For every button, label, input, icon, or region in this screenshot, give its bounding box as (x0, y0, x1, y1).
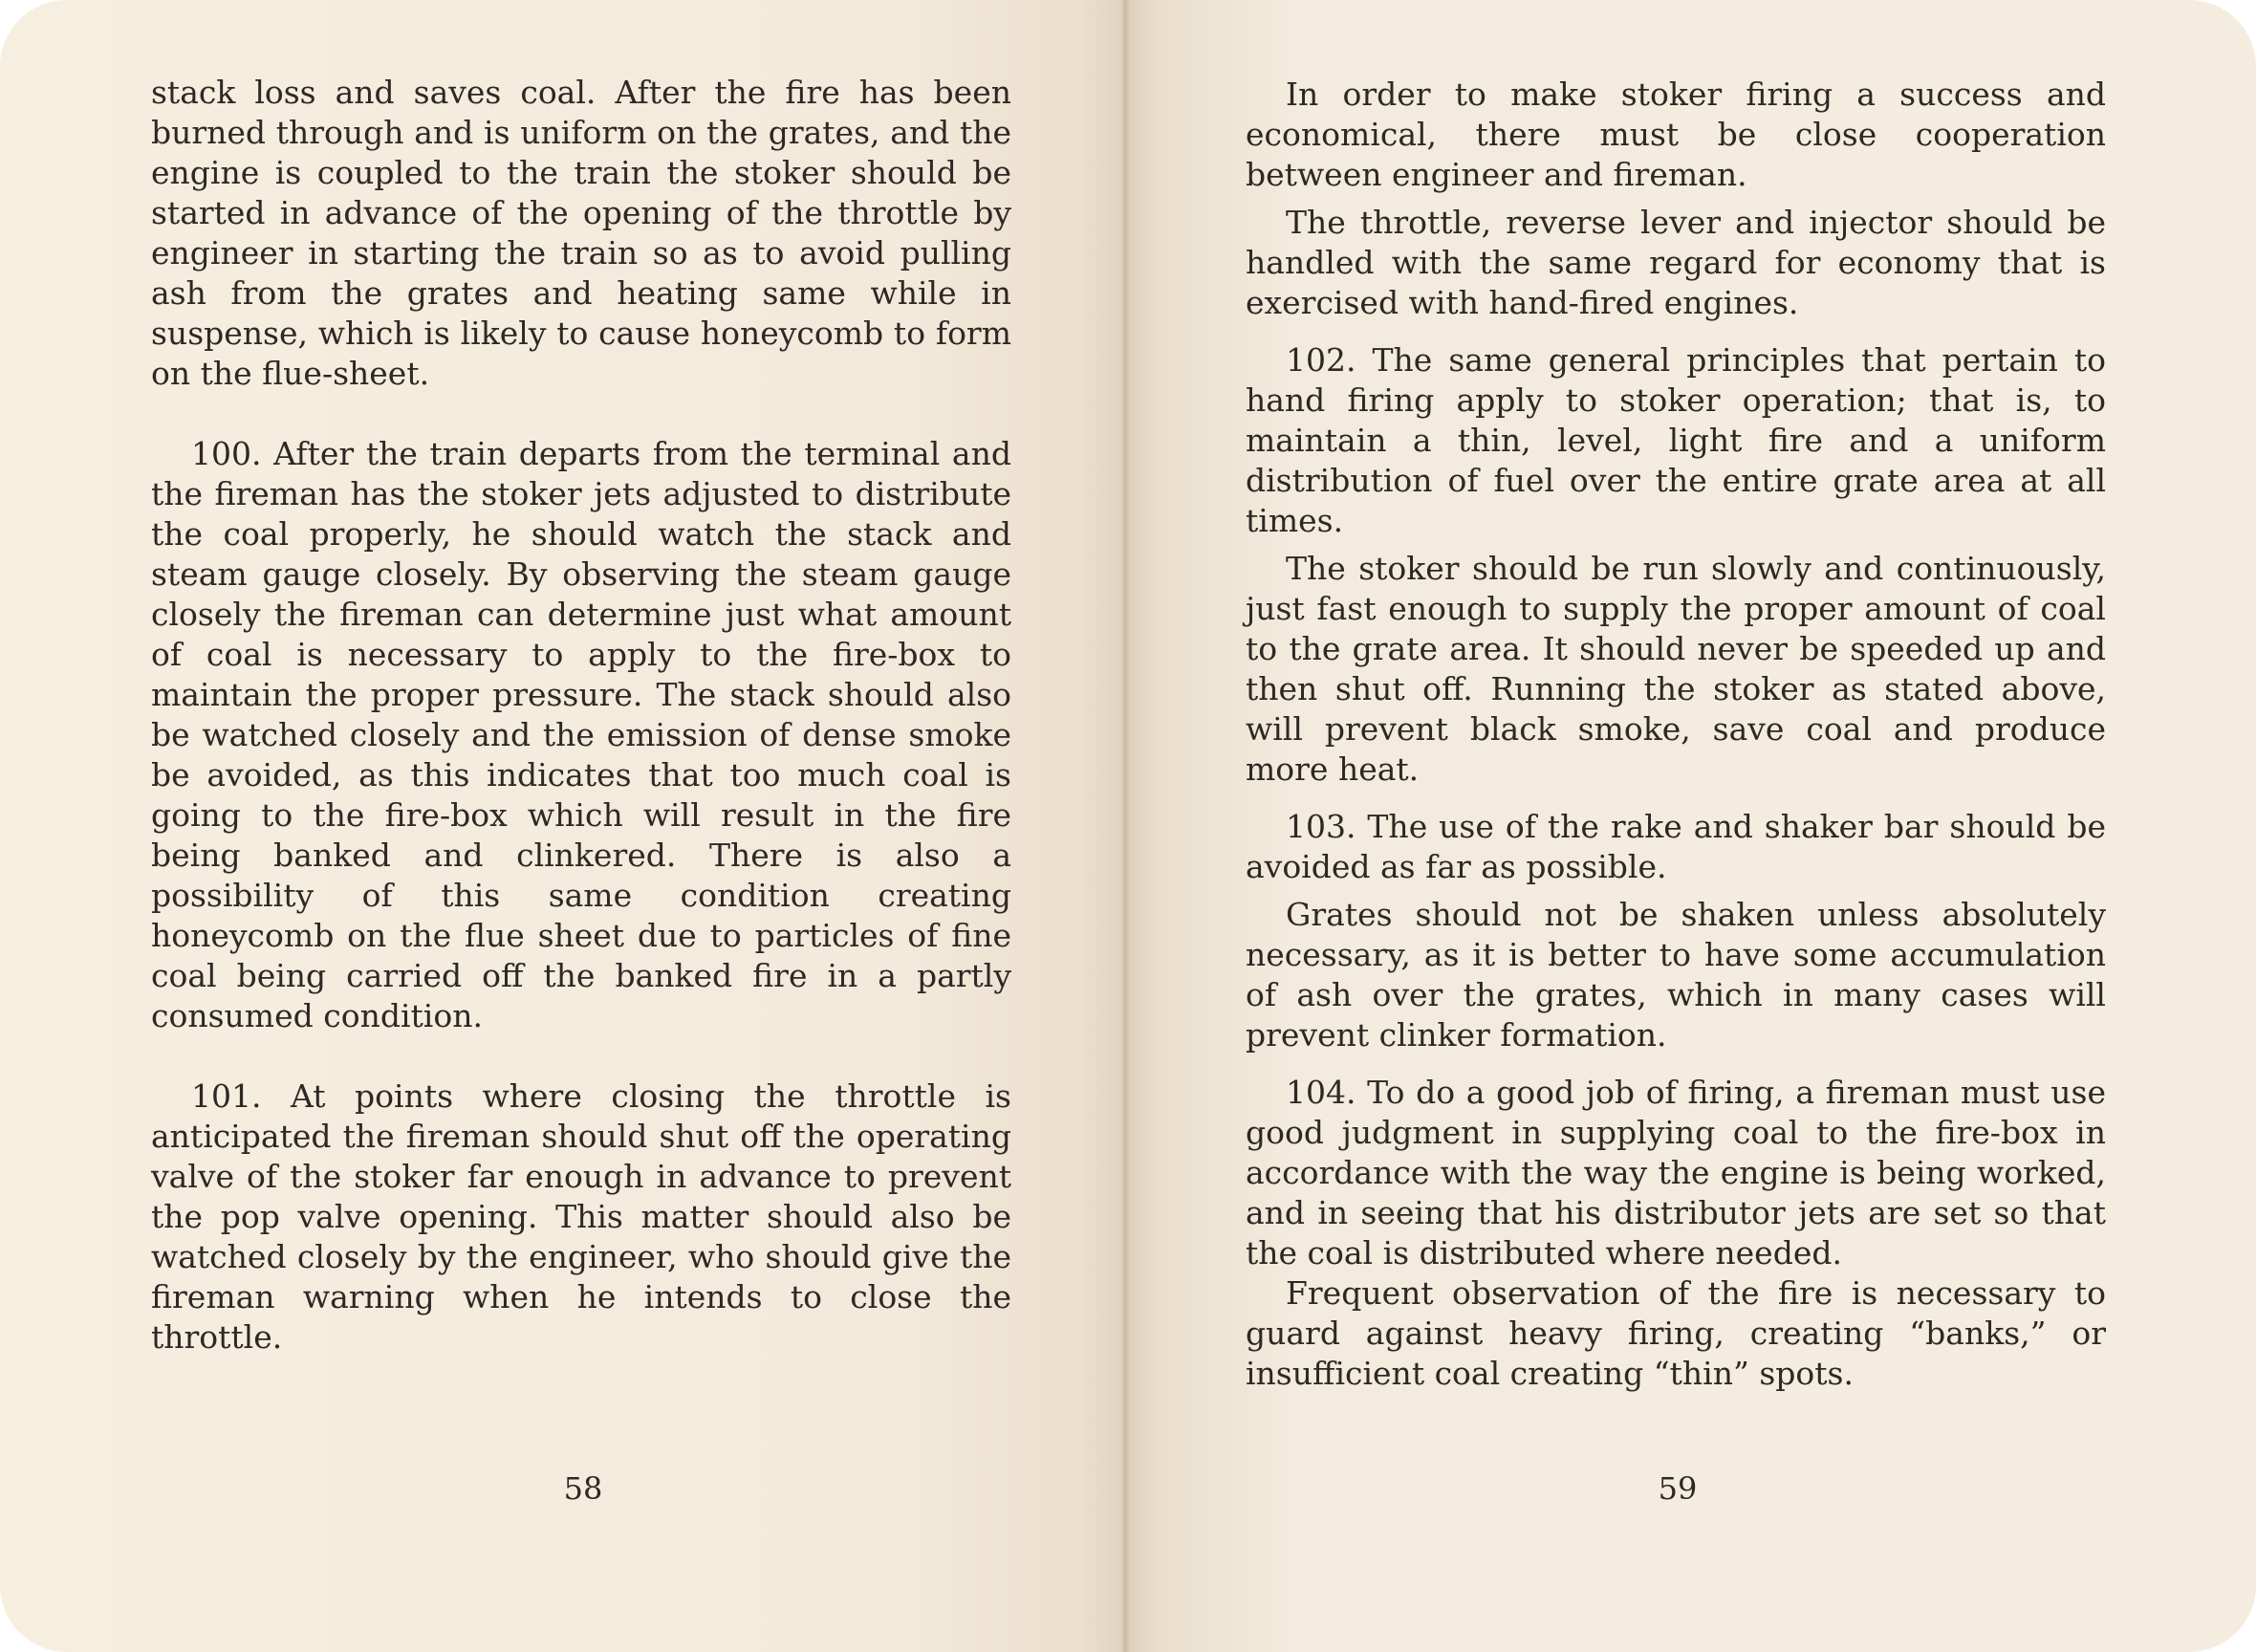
paragraph-continuation: stack loss and saves coal. After the fire has been burned through and is uniform on the grates, and the engine is coupled to the train the stoker should be started in advance of the opening of the throttle by engineer in starting the train so as to avoid pulling ash from the grates and heating same while in suspense, which is likely to cause honeycomb to form on the flue-sheet. (151, 74, 1011, 392)
paragraph-101: 101. At points where closing the throttle is anticipated the fireman should shut off the operating valve of the stoker far enough in advance to prevent the pop valve opening. This matter should also be watched closely by the engineer, who should give the fireman warning when he intends to close the throttle. (151, 1077, 1011, 1356)
paragraph-observation: Frequent observation of the fire is necessary to guard against heavy firing, creating “banks,” or insufficient coal creating “thin” spots. (1246, 1274, 2106, 1392)
paragraph-104: 104. To do a good job of firing, a fireman must use good judgment in supplying coal to the fire-box in accordance with the way the engine is being worked, and in seeing that his distributor jets are set so that the coal is distributed where needed. (1246, 1074, 2106, 1272)
book-gutter (1120, 0, 1130, 1652)
left-page-text (151, 73, 1011, 1358)
paragraph-throttle: The throttle, reverse lever and injector should be handled with the same regard for economy that is exercised with hand-fired engines. (1246, 204, 2106, 321)
paragraph-stoker-speed: The stoker should be run slowly and continuously, just fast enough to supply the proper amount of coal to the grate area. It should never be speeded up and then shut off. Running the stoker as stated above, will prevent black smoke, save coal and produce more heat. (1246, 550, 2106, 788)
paragraph-103: 103. The use of the rake and shaker bar should be avoided as far as possible. (1246, 808, 2106, 885)
right-page-text (1246, 75, 2106, 1394)
left-page (0, 0, 1126, 1652)
paragraph-100: 100. After the train departs from the terminal and the fireman has the stoker jets adjusted to distribute the coal properly, he should watch the stack and steam gauge closely. By observing the steam gauge closely the fireman can determine just what amount of coal is necessary to apply to the fire-box to maintain the proper pressure. The stack should also be watched closely and the emission of dense smoke be avoided, as this indicates that too much coal is going to the fire-box which will result in the fire being banked and clinkered. There is also a possibility of this same condition creating honeycomb on the flue sheet due to particles of fine coal being carried off the banked fire in a partly consumed condition. (151, 435, 1011, 1034)
paragraph-cooperation: In order to make stoker firing a success and economical, there must be close cooperation between engineer and fireman. (1246, 76, 2106, 193)
page-number-right: 59 (1658, 1470, 1698, 1507)
page-number-left: 58 (563, 1470, 603, 1507)
right-page (1126, 0, 2256, 1652)
paragraph-grates: Grates should not be shaken unless absolutely necessary, as it is better to have some accumulation of ash over the grates, which in many cases will prevent clinker formation. (1246, 896, 2106, 1054)
paragraph-102: 102. The same general principles that pertain to hand firing apply to stoker operation; that is, to maintain a thin, level, light fire and a uniform distribution of fuel over the entire grate area at all times. (1246, 341, 2106, 539)
